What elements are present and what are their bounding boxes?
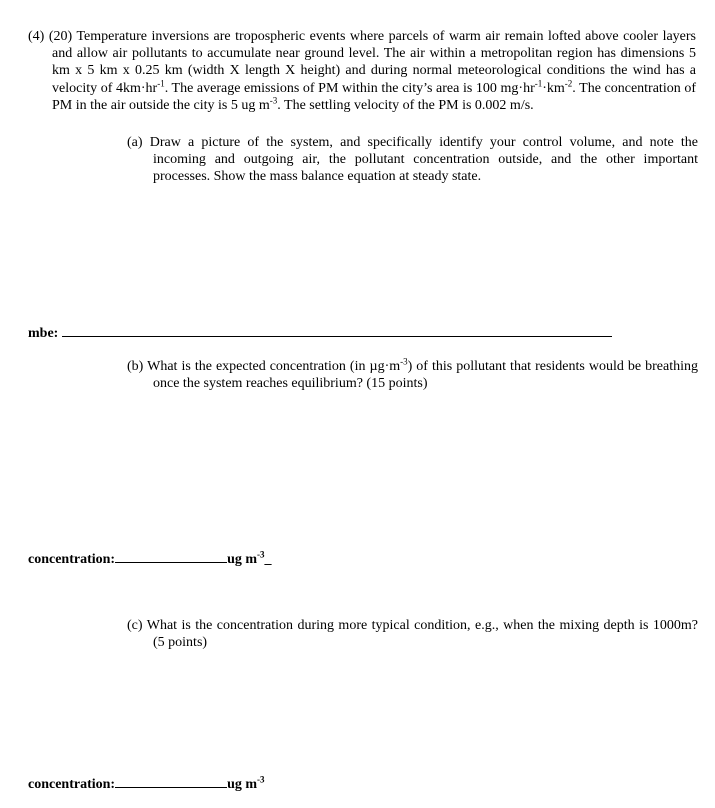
answer-c-unit: ug m <box>227 777 258 792</box>
outside-concentration-exponent: -3 <box>269 95 278 106</box>
answer-c-unit-exponent: -3 <box>257 774 265 785</box>
answer-b-line[interactable] <box>115 548 227 563</box>
question-text-3: ·km <box>542 80 565 96</box>
answer-b-label: concentration: <box>28 552 116 567</box>
answer-c-label: concentration: <box>28 777 116 792</box>
answer-b-unit-exponent: -3 <box>257 549 265 560</box>
mbe-label: mbe: <box>28 326 59 341</box>
part-c <box>127 617 698 651</box>
question-points: (20) <box>48 29 73 44</box>
answer-b-unit: ug m <box>227 552 258 567</box>
answer-b-trailing: _ <box>264 552 272 567</box>
part-b-text-1: What is the expected concentration (in µg·m <box>147 359 401 374</box>
mbe-answer-line[interactable] <box>62 322 612 337</box>
question-text-4: . The concentration of PM in the air outside the city is 5 ug m <box>52 80 696 113</box>
part-a <box>127 134 698 186</box>
question-text-2: . The average emissions of PM within the city’s area is 100 mg·hr <box>164 80 535 96</box>
part-b <box>127 358 698 392</box>
emission-hr-exponent: -1 <box>534 77 543 88</box>
answer-c <box>28 773 265 793</box>
emission-km-exponent: -2 <box>564 77 573 88</box>
question-text-5: . The settling velocity of the PM is 0.002 m/s. <box>277 97 534 113</box>
part-a-text: Draw a picture of the system, and specifically identify your control volume, and note the incoming and outgoing air, the pollutant concentration outside, and the other important processes. Show the mass balance equation at steady state. <box>149 135 699 185</box>
part-c-marker: (c) <box>127 618 143 633</box>
mbe-answer <box>28 322 628 342</box>
part-a-marker: (a) <box>127 135 143 150</box>
question-text-1: Temperature inversions are tropospheric events where parcels of warm air remain lofted above cooler layers and allow air pollutants to accumulate near ground level. The air within a metropolitan region has dimensions 5 km x 5 km x 0.25 km (width X length X height) and during normal meteorological conditions the wind has a velocity of 4km·hr <box>52 29 696 96</box>
answer-c-line[interactable] <box>115 773 227 788</box>
question-4-stem <box>28 28 696 114</box>
part-b-marker: (b) <box>127 359 144 374</box>
part-c-text: What is the concentration during more typical condition, e.g., when the mixing depth is 1000m? (5 points) <box>146 618 698 651</box>
wind-velocity-exponent: -1 <box>157 77 165 88</box>
question-number: (4) <box>28 29 45 44</box>
answer-b <box>28 548 272 568</box>
part-b-exponent: -3 <box>400 356 408 367</box>
part-b-text-2: ) of this pollutant that residents would be breathing once the system reaches equilibrium? (15 points) <box>153 359 698 392</box>
